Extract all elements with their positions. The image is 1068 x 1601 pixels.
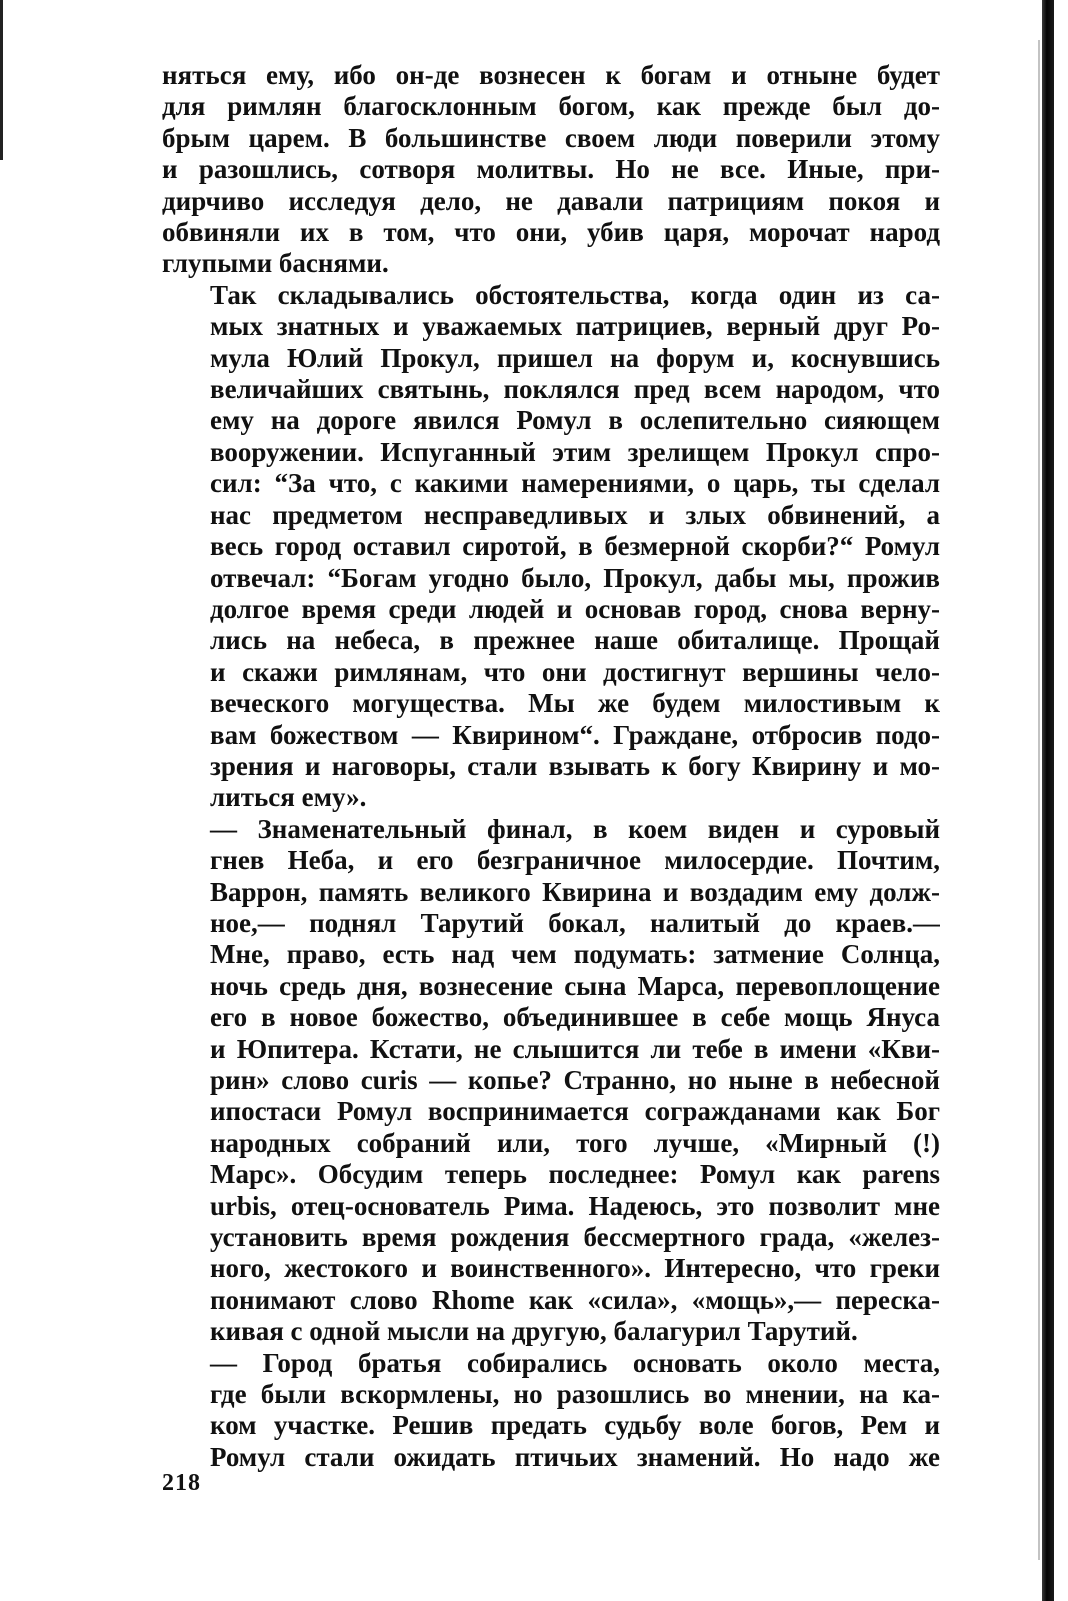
text-line: ипостаси Ромул воспринимается согражданами как Бог <box>210 1096 940 1127</box>
text-line: понимают слово Rhome как «сила», «мощь»,— переска- <box>210 1284 940 1315</box>
text-line: зрения и наговоры, стали взывать к богу Квирину и мо- <box>210 750 940 781</box>
text-line: дирчиво исследуя дело, не давали патрициям покоя и <box>162 185 940 216</box>
text-line: Мне, право, есть над чем подумать: затмение Солнца, <box>210 939 940 970</box>
text-line: народных собраний или, того лучше, «Мирный (!) <box>210 1127 940 1158</box>
paragraph <box>162 1348 940 1474</box>
text-line: где были вскормлены, но разошлись во мнении, на ка- <box>210 1379 940 1410</box>
text-line: и разошлись, сотворя молитвы. Но не все. Иные, при- <box>162 154 940 185</box>
binding-shadow <box>1038 40 1040 1560</box>
text-line: Ромул стали ожидать птичьих знамений. Но надо же <box>210 1441 940 1472</box>
text-line: брым царем. В большинстве своем люди поверили этому <box>162 122 940 153</box>
text-line: няться ему, ибо он-де вознесен к богам и отныне будет <box>162 60 940 90</box>
text-line: литься ему». <box>210 782 367 813</box>
text-line: мула Юлий Прокул, пришел на форум и, коснувшись <box>210 342 940 373</box>
text-line: — Знаменательный финал, в коем виден и суровый <box>210 813 940 844</box>
text-line: вам божеством — Квирином“. Граждане, отбросив подо- <box>210 719 940 750</box>
text-line: вооружении. Испуганный этим зрелищем Прокул спро- <box>210 436 940 467</box>
text-line: ночь средь дня, вознесение сына Марса, перевоплощение <box>210 970 940 1001</box>
text-line: гнев Неба, и его безграничное милосердие. Почтим, <box>210 845 940 876</box>
text-line: для римлян благосклонным богом, как прежде был до- <box>162 91 940 122</box>
paragraph <box>162 60 940 280</box>
text-line: ком участке. Решив предать судьбу воле богов, Рем и <box>210 1410 940 1441</box>
text-line: кивая с одной мысли на другую, балагурил Тарутий. <box>210 1316 858 1347</box>
text-line: обвиняли их в том, что они, убив царя, морочат народ <box>162 217 940 248</box>
text-line: весь город оставил сиротой, в безмерной скорби?“ Ромул <box>210 531 940 562</box>
text-line: и Юпитера. Кстати, не слышится ли тебе в имени «Кви- <box>210 1033 940 1064</box>
scan-left-edge <box>0 0 3 160</box>
text-line: установить время рождения бессмертного града, «желез- <box>210 1222 940 1253</box>
page-number: 218 <box>162 1470 201 1496</box>
text-line: нас предметом несправедливых и злых обвинений, а <box>210 499 940 530</box>
text-line: и скажи римлянам, что они достигнут вершины чело- <box>210 656 940 687</box>
paragraph <box>162 814 940 1348</box>
text-line: ему на дороге явился Ромул в ослепительно сияющем <box>210 405 940 436</box>
text-line: сил: “За что, с какими намерениями, о царь, ты сделал <box>210 468 940 499</box>
book-binding-edge <box>1042 0 1054 1601</box>
text-line: ного, жестокого и воинственного». Интересно, что греки <box>210 1253 940 1284</box>
page-text-body <box>162 60 940 1473</box>
text-line: Так складывались обстоятельства, когда один из са- <box>210 279 940 310</box>
text-line: величайших святынь, поклялся пред всем народом, что <box>210 374 940 405</box>
text-line: Варрон, память великого Квирина и воздадим ему долж- <box>210 876 940 907</box>
text-line: urbis, отец-основатель Рима. Надеюсь, это позволит мне <box>210 1190 940 1221</box>
paragraph <box>162 280 940 814</box>
text-line: лись на небеса, в прежнее наше обиталище. Прощай <box>210 625 940 656</box>
text-line: рин» слово curis — копье? Странно, но ныне в небесной <box>210 1065 940 1095</box>
text-line: глупыми баснями. <box>162 248 389 279</box>
text-line: его в новое божество, объединившее в себе мощь Януса <box>210 1002 940 1033</box>
text-line: Марс». Обсудим теперь последнее: Ромул как parens <box>210 1159 940 1190</box>
text-line: веческого могущества. Мы же будем милостивым к <box>210 688 940 719</box>
text-line: ное,— поднял Тарутий бокал, налитый до краев.— <box>210 907 940 938</box>
text-line: отвечал: “Богам угодно было, Прокул, дабы мы, прожив <box>210 562 940 593</box>
text-line: мых знатных и уважаемых патрициев, верный друг Ро- <box>210 311 940 342</box>
text-line: долгое время среди людей и основав город, снова верну- <box>210 593 940 624</box>
text-line: — Город братья собирались основать около места, <box>210 1347 940 1378</box>
